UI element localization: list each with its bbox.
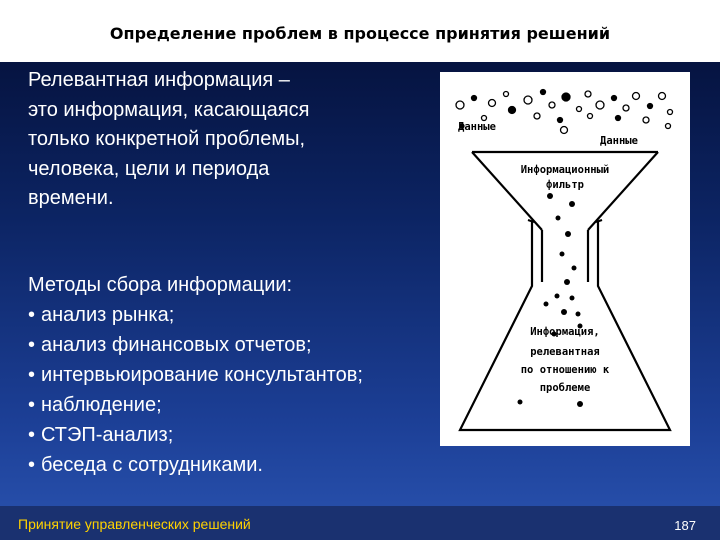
definition-line: только конкретной проблемы, xyxy=(28,128,306,150)
information-filter-figure xyxy=(440,72,690,446)
list-item-text: интервьюирование консультантов; xyxy=(41,364,363,386)
bullet-icon: • xyxy=(28,364,36,386)
list-item-text: анализ финансовых отчетов; xyxy=(41,334,312,356)
page-number: 187 xyxy=(674,518,696,533)
result-label-line: релевантная xyxy=(530,346,600,358)
list-item xyxy=(28,420,438,450)
list-item-text: анализ рынка; xyxy=(41,304,175,326)
list-item xyxy=(28,390,438,420)
bullet-icon: • xyxy=(28,424,36,446)
methods-heading: Методы сбора информации: xyxy=(28,274,293,296)
bullet-icon: • xyxy=(28,304,36,326)
title-bar xyxy=(0,0,720,62)
list-item xyxy=(28,360,438,390)
methods-block xyxy=(28,270,438,480)
list-item xyxy=(28,450,438,480)
result-label-line: проблеме xyxy=(539,382,591,394)
list-item-text: наблюдение; xyxy=(41,394,162,416)
list-item xyxy=(28,300,438,330)
data-label-right: Данные xyxy=(600,135,638,147)
bullet-icon: • xyxy=(28,334,36,356)
definition-line: Релевантная информация – xyxy=(28,69,290,91)
slide-title: Определение проблем в процессе принятия решений xyxy=(109,24,611,43)
definition-line: времени. xyxy=(28,187,114,209)
definition-line: это информация, касающаяся xyxy=(28,98,310,121)
methods-list xyxy=(28,300,438,480)
filter-label-line: Информационный xyxy=(520,164,610,176)
funnel-flask-illustration xyxy=(440,72,690,446)
result-label-line: Информация, xyxy=(530,326,600,338)
filter-label-line: фильтр xyxy=(546,179,584,191)
definition-text xyxy=(28,66,428,214)
list-item-text: СТЭП-анализ; xyxy=(41,424,174,446)
definition-line: человека, цели и периода xyxy=(28,157,270,180)
bullet-icon: • xyxy=(28,454,36,476)
result-label-line: по отношению к xyxy=(520,364,610,376)
flask-shape xyxy=(460,220,670,430)
list-item-text: беседа с сотрудниками. xyxy=(41,454,263,476)
data-label-left: Данные xyxy=(458,121,496,133)
course-name: Принятие управленческих решений xyxy=(18,516,251,532)
footer-bar xyxy=(0,506,720,540)
bullet-icon: • xyxy=(28,394,36,416)
list-item xyxy=(28,330,438,360)
